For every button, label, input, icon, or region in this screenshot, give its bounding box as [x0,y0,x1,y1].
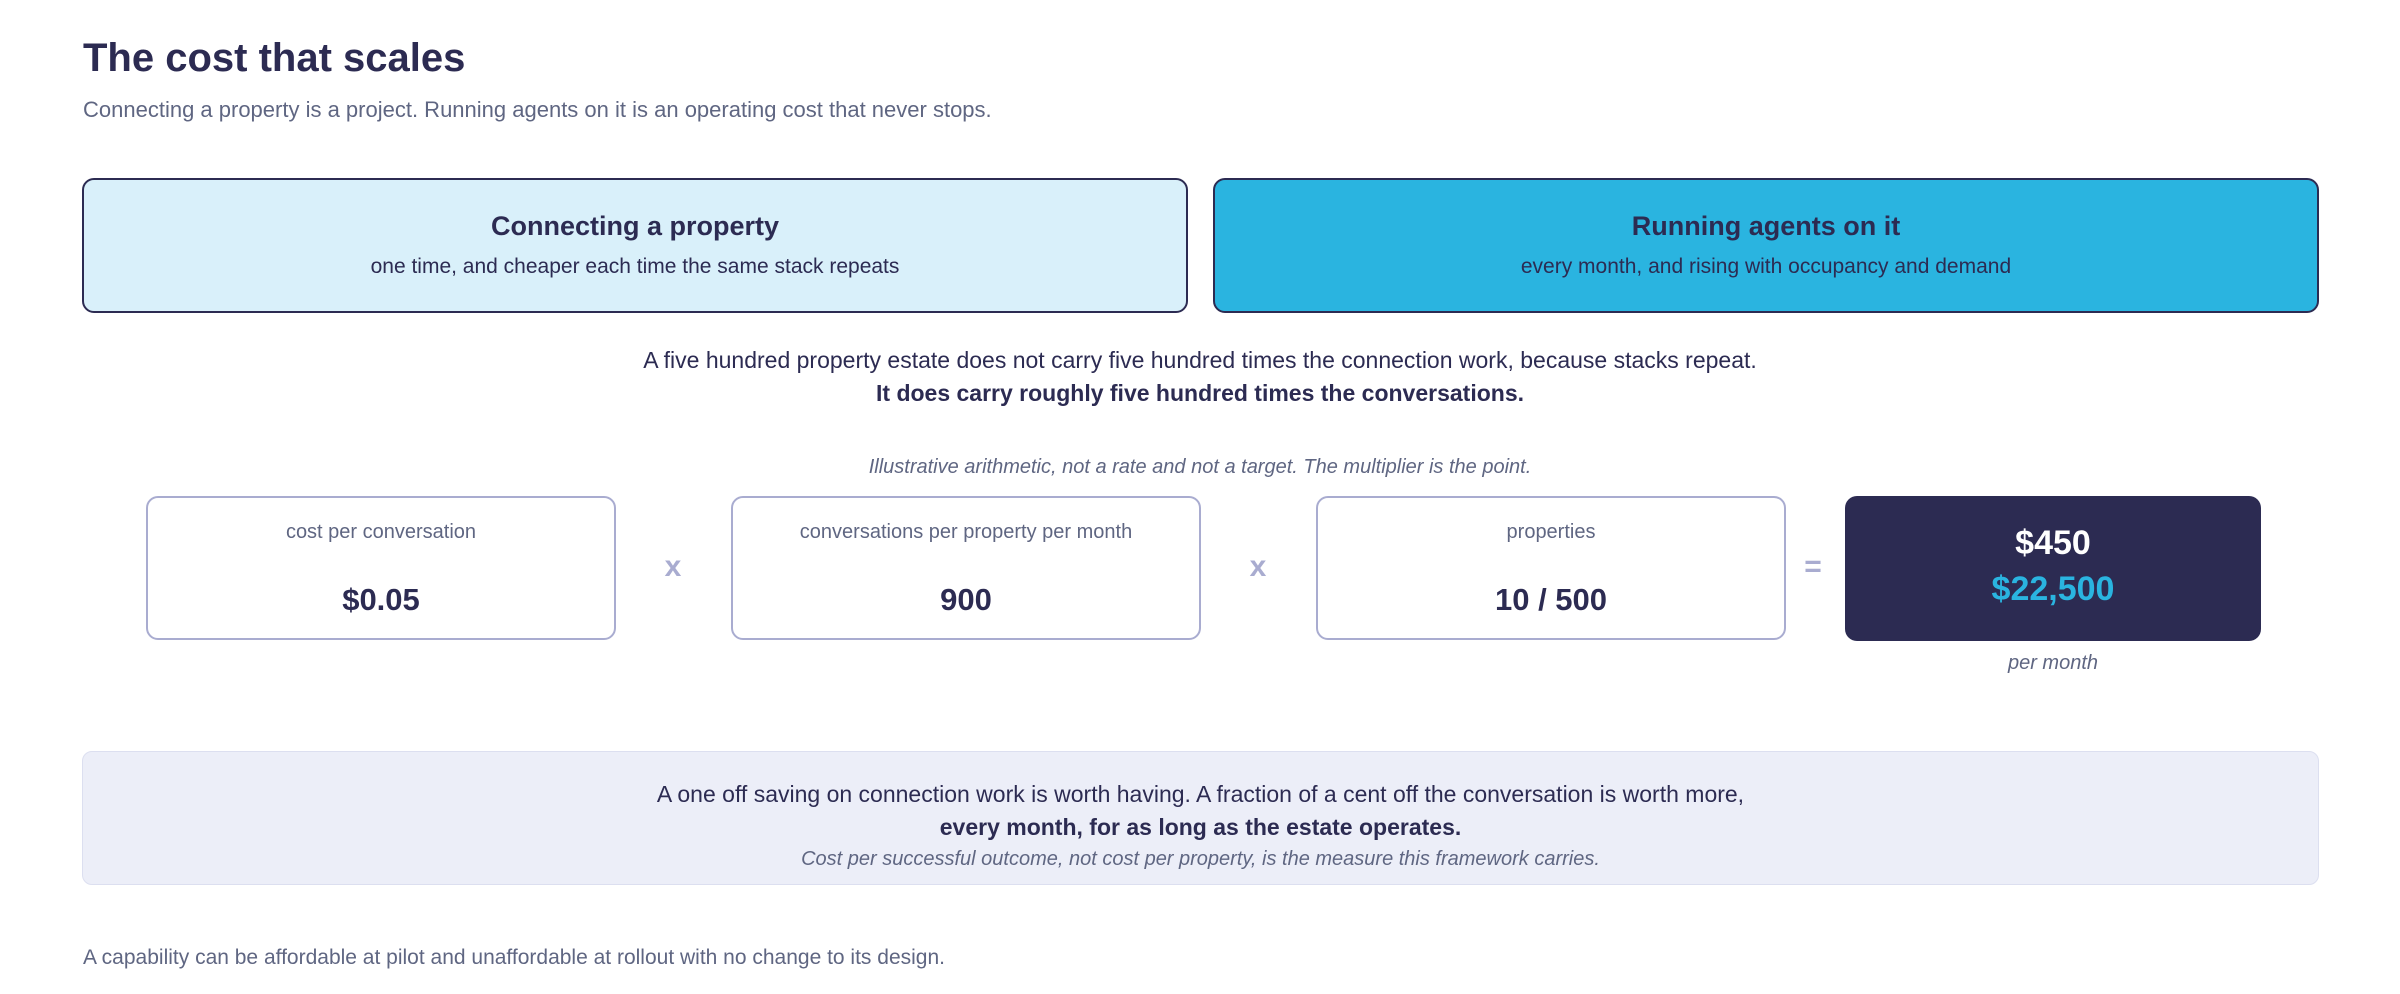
connecting-property-heading: Connecting a property [490,211,780,241]
result-rollout-value: $22,500 [1991,570,2115,608]
result-box [1845,496,2261,641]
result-pilot-value: $450 [2015,524,2091,562]
factor-conversations-per-property [731,496,1201,640]
statement-line-1: A five hundred property estate does not carry five hundred times the connection work, because stacks repeat. [643,347,1757,373]
factor-properties [1316,496,1786,640]
footer-note: A capability can be affordable at pilot and unaffordable at rollout with no change to its design. [83,946,945,969]
calculation-disclaimer: Illustrative arithmetic, not a rate and not a target. The multiplier is the point. [868,456,1532,478]
factor-value: 900 [940,582,992,617]
factor-cost-per-conversation [146,496,616,640]
connecting-property-card [82,178,1188,313]
callout-box [82,751,2319,885]
callout-line-1: A one off saving on connection work is worth having. A fraction of a cent off the conversation is worth more, [656,781,1745,807]
factor-label: conversations per property per month [799,521,1133,543]
multiply-operator: x [1249,550,1267,583]
equals-operator: = [1804,550,1822,583]
multiply-operator: x [664,550,682,583]
result-caption: per month [2007,652,2099,674]
factor-label: cost per conversation [285,521,477,543]
callout-note: Cost per successful outcome, not cost per property, is the measure this framework carries. [801,848,1600,870]
factor-value: $0.05 [342,582,420,617]
running-agents-heading: Running agents on it [1631,211,1901,241]
page-title: The cost that scales [83,36,466,80]
running-agents-card [1213,178,2319,313]
factor-label: properties [1506,521,1596,543]
factor-value: 10 / 500 [1494,582,1608,617]
callout-line-2: every month, for as long as the estate operates. [939,814,1462,840]
connecting-property-sub: one time, and cheaper each time the same stack repeats [370,255,900,278]
running-agents-sub: every month, and rising with occupancy and demand [1520,255,2012,278]
page-subtitle: Connecting a property is a project. Running agents on it is an operating cost that never stops. [83,97,992,122]
statement-line-2: It does carry roughly five hundred times the conversations. [876,380,1524,406]
